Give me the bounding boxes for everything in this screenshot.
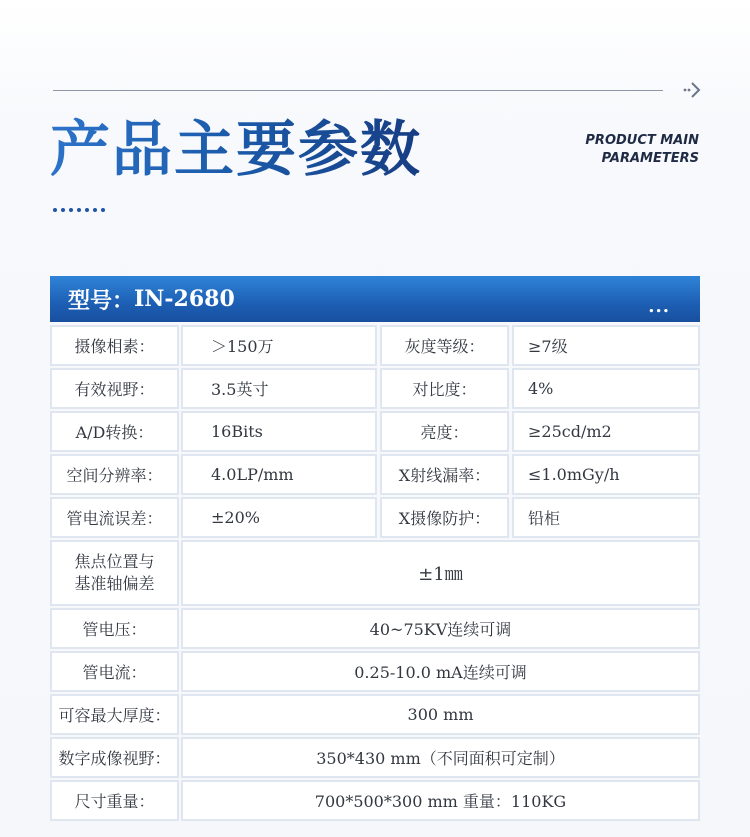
spec-label: 数字成像视野：	[50, 737, 179, 778]
spec-label: X摄像防护：	[380, 497, 509, 538]
spec-label: 亮度：	[380, 411, 509, 452]
more-dots-icon: ...	[648, 296, 670, 317]
spec-value: 4.0LP/mm	[181, 454, 377, 495]
spec-label: 对比度：	[380, 368, 509, 409]
model-header-bar	[50, 276, 700, 322]
spec-label-line-1: 焦点位置与	[74, 552, 155, 571]
spec-label: 空间分辨率：	[50, 454, 179, 495]
page-subtitle-en	[585, 132, 699, 168]
page-title: 产品主要参数	[50, 115, 422, 185]
spec-value: ≥25cd/m2	[512, 411, 700, 452]
spec-label-line-2: 基准轴偏差	[74, 574, 155, 593]
spec-value: 300 mm	[181, 694, 700, 735]
spec-value: 铅柜	[512, 497, 700, 538]
spec-value: 4%	[512, 368, 700, 409]
spec-label: 摄像相素：	[50, 325, 179, 366]
spec-value: ±1㎜	[181, 540, 700, 606]
spec-label: 管电流误差：	[50, 497, 179, 538]
spec-label: 灰度等级：	[380, 325, 509, 366]
spec-value: ≤1.0mGy/h	[512, 454, 700, 495]
spec-value: 3.5英寸	[181, 368, 377, 409]
spec-label: 可容最大厚度：	[50, 694, 179, 735]
spec-value: ≥7级	[512, 325, 700, 366]
spec-value: ±20%	[181, 497, 377, 538]
spec-value: 40~75KV连续可调	[181, 608, 700, 649]
model-label: 型号：	[68, 287, 135, 314]
spec-value: 16Bits	[181, 411, 377, 452]
spec-label	[50, 540, 179, 606]
model-value: IN-2680	[134, 286, 235, 312]
spec-label: A/D转换：	[50, 411, 179, 452]
spec-value: ＞150万	[181, 325, 377, 366]
chevron-right-icon	[683, 80, 703, 100]
subtitle-line-1: PRODUCT MAIN	[585, 133, 699, 148]
header-divider-line	[53, 90, 663, 91]
spec-label: 管电流：	[50, 651, 179, 692]
spec-value: 700*500*300 mm 重量：110KG	[181, 780, 700, 821]
spec-label: 管电压：	[50, 608, 179, 649]
spec-label: 有效视野：	[50, 368, 179, 409]
subtitle-line-2: PARAMETERS	[601, 151, 699, 166]
spec-label: X射线漏率：	[380, 454, 509, 495]
decorative-dots	[53, 208, 105, 212]
spec-value: 0.25-10.0 mA连续可调	[181, 651, 700, 692]
spec-label: 尺寸重量：	[50, 780, 179, 821]
spec-value: 350*430 mm（不同面积可定制）	[181, 737, 700, 778]
